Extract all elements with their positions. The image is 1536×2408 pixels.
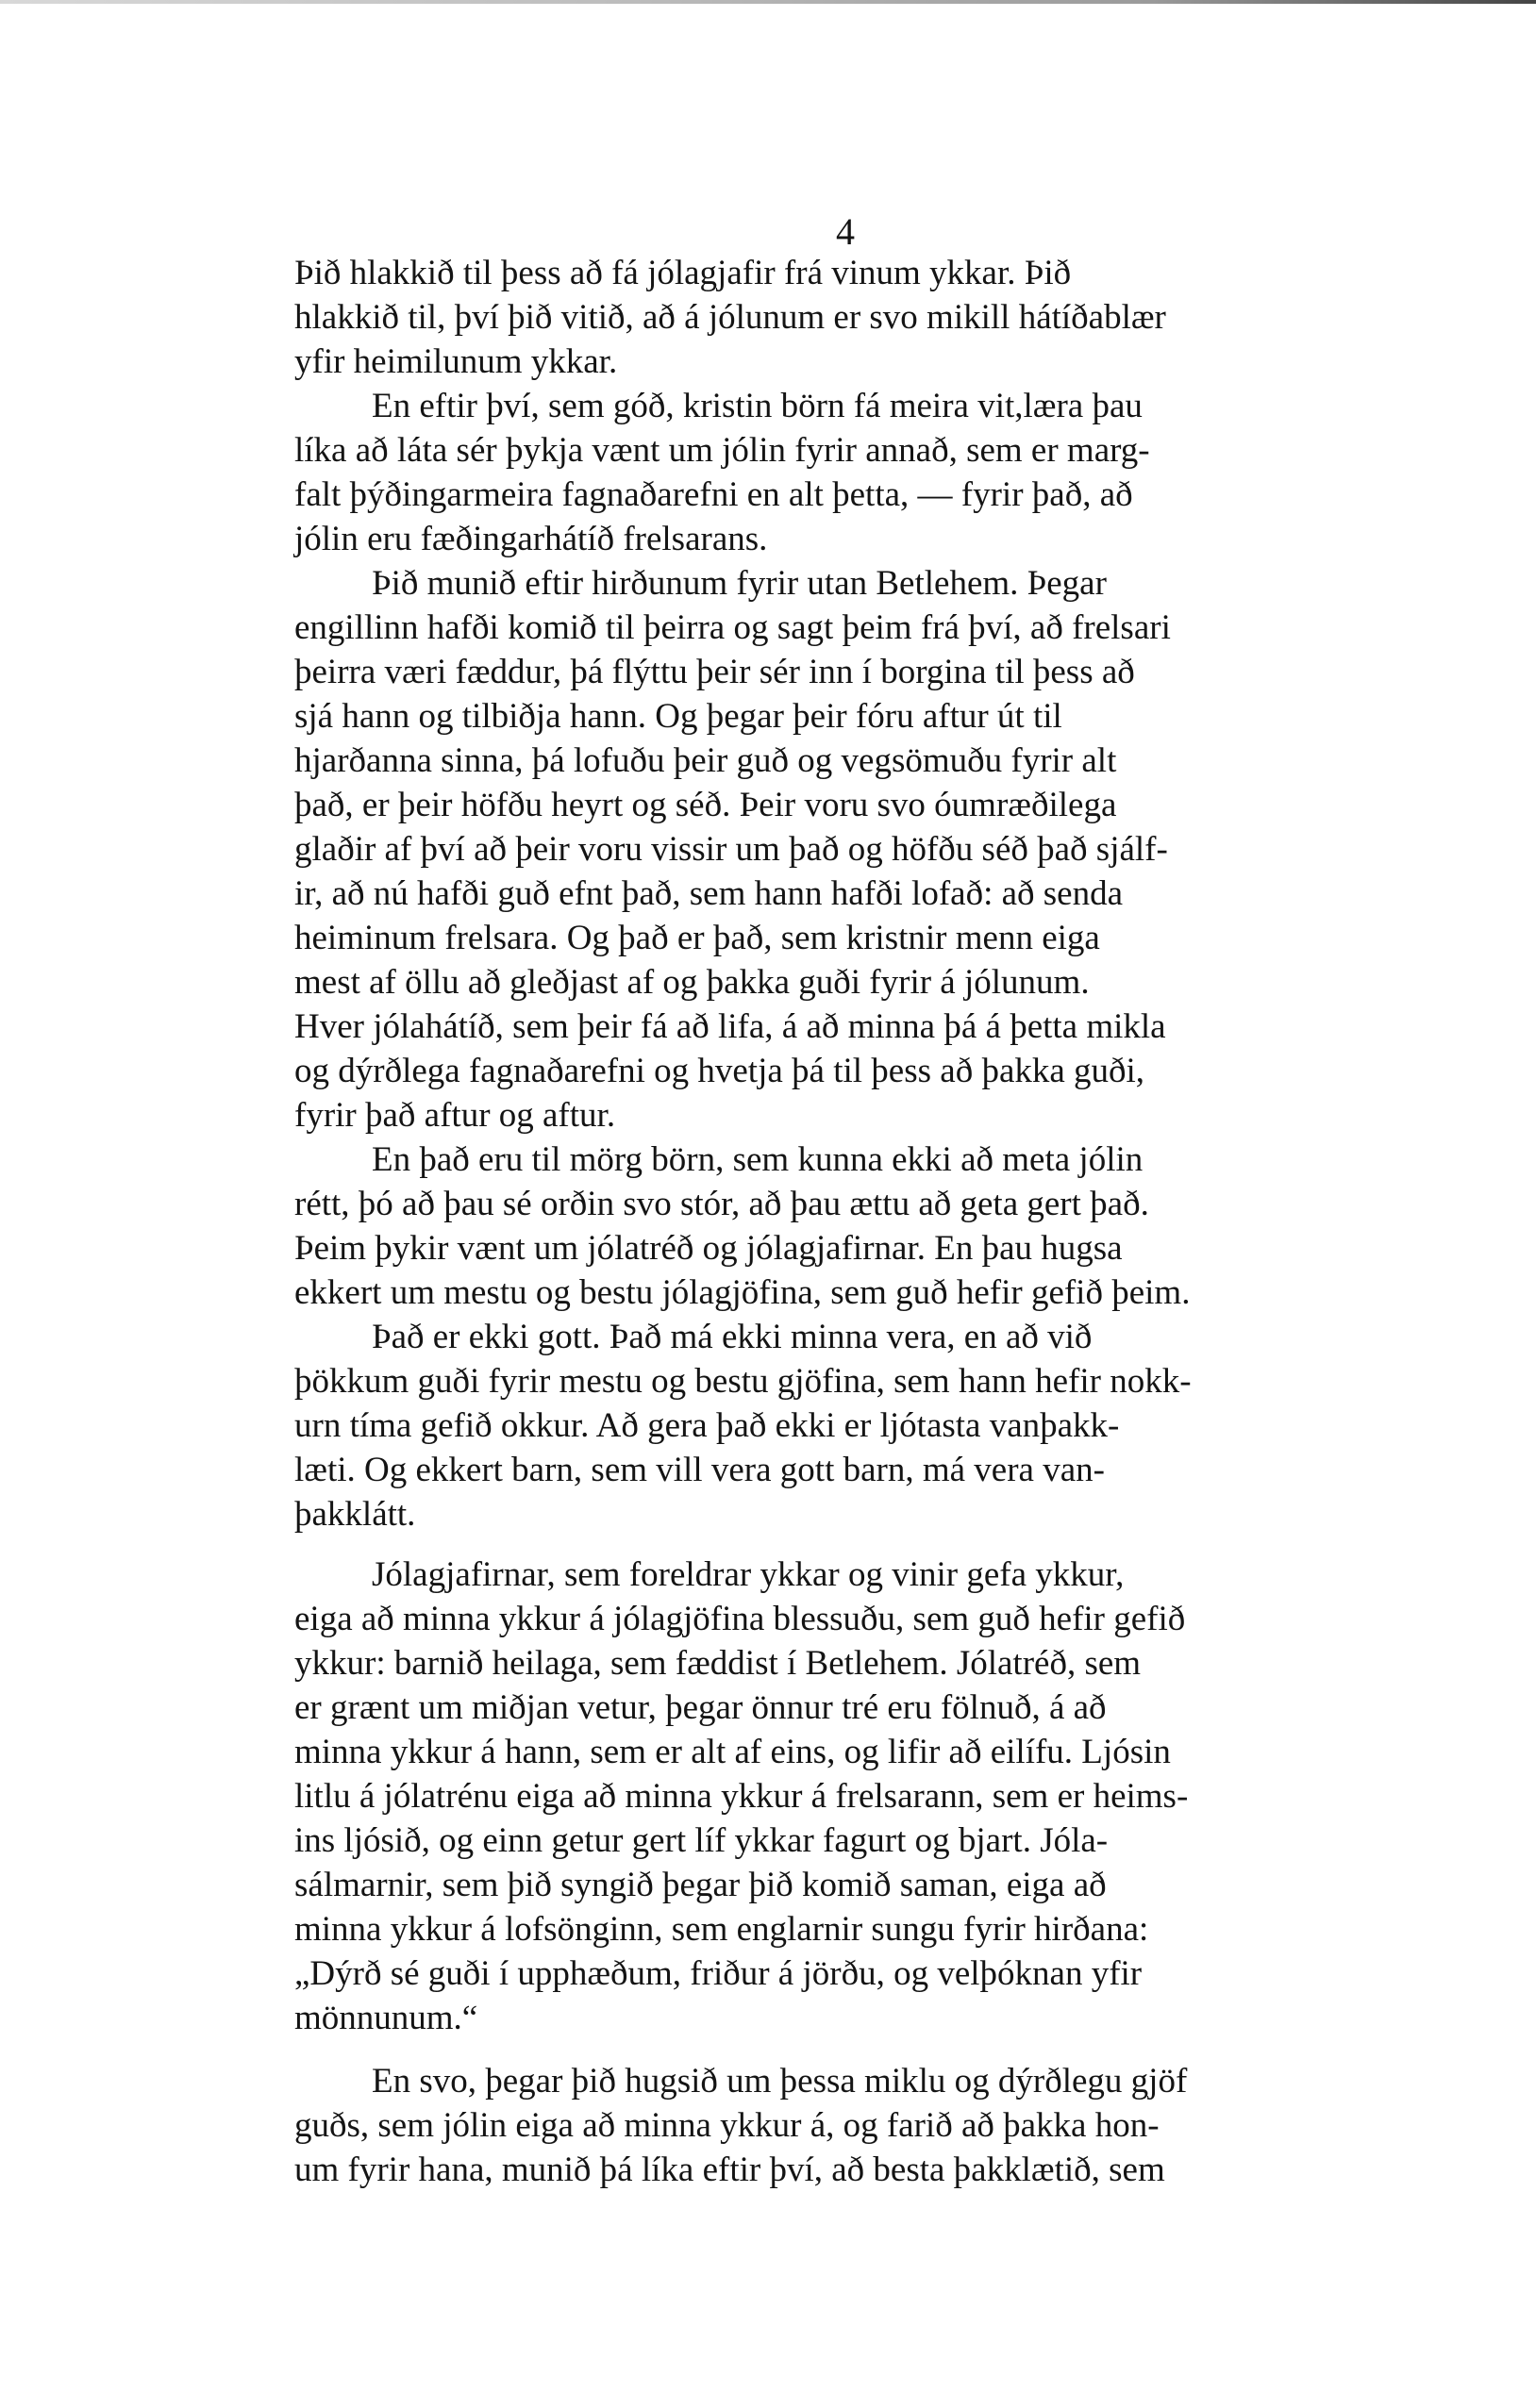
paragraph (294, 1553, 1521, 2040)
text-line: um fyrir hana, munið þá líka eftir því, að besta þakklætið, sem (294, 2151, 1165, 2189)
text-line: eiga að minna ykkur á jólagjöfina blessuðu, sem guð hefir gefið (294, 1600, 1186, 1638)
text-line: En það eru til mörg börn, sem kunna ekki að meta jólin (372, 1140, 1144, 1179)
text-line: sjá hann og tilbiðja hann. Og þegar þeir fóru aftur út til (294, 697, 1062, 736)
text-line: er grænt um miðjan vetur, þegar önnur tré eru fölnuð, á að (294, 1688, 1107, 1727)
text-line: Jólagjafirnar, sem foreldrar ykkar og vinir gefa ykkur, (372, 1555, 1125, 1594)
paragraph (294, 561, 1521, 1138)
text-line: „Dýrð sé guði í upphæðum, friður á jörðu, og velþóknan yfir (294, 1954, 1143, 1993)
paragraph (294, 1138, 1521, 1315)
text-line: heiminum frelsara. Og það er það, sem kristnir menn eiga (294, 919, 1100, 957)
text-line: rétt, þó að þau sé orðin svo stór, að þau ættu að geta gert það. (294, 1185, 1149, 1223)
paragraph (294, 2059, 1521, 2192)
text-line: yfir heimilunum ykkar. (294, 342, 618, 381)
text-line: Hver jólahátíð, sem þeir fá að lifa, á að minna þá á þetta mikla (294, 1007, 1166, 1046)
text-line: og dýrðlega fagnaðarefni og hvetja þá til þess að þakka guði, (294, 1052, 1145, 1090)
text-line: urn tíma gefið okkur. Að gera það ekki er ljótasta vanþakk- (294, 1406, 1120, 1445)
text-line: þeirra væri fæddur, þá flýttu þeir sér inn í borgina til þess að (294, 653, 1135, 691)
text-line: hjarðanna sinna, þá lofuðu þeir guð og vegsömuðu fyrir alt (294, 741, 1117, 780)
text-line: guðs, sem jólin eiga að minna ykkur á, og farið að þakka hon- (294, 2106, 1160, 2145)
text-line: jólin eru fæðingarhátíð frelsarans. (294, 520, 768, 558)
page-number: 4 (836, 210, 855, 253)
text-line: ir, að nú hafði guð efnt það, sem hann hafði lofað: að senda (294, 874, 1124, 913)
text-line: Það er ekki gott. Það má ekki minna vera, en að við (372, 1318, 1093, 1356)
text-line: mest af öllu að gleðjast af og þakka guði fyrir á jólunum. (294, 963, 1090, 1002)
text-line: Þeim þykir vænt um jólatréð og jólagjafirnar. En þau hugsa (294, 1229, 1123, 1268)
top-edge-rule (0, 0, 1536, 4)
text-line: hlakkið til, því þið vitið, að á jólunum er svo mikill hátíðablær (294, 298, 1166, 337)
paragraph-spacer (294, 2040, 1521, 2059)
text-line: Þið munið eftir hirðunum fyrir utan Betlehem. Þegar (372, 564, 1107, 603)
text-line: glaðir af því að þeir voru vissir um það og höfðu séð það sjálf- (294, 830, 1168, 869)
text-line: ykkur: barnið heilaga, sem fæddist í Betlehem. Jólatréð, sem (294, 1644, 1142, 1683)
paragraph (294, 1315, 1521, 1536)
text-line: ins ljósið, og einn getur gert líf ykkar fagurt og bjart. Jóla- (294, 1821, 1109, 1860)
text-line: En svo, þegar þið hugsið um þessa miklu og dýrðlegu gjöf (372, 2062, 1188, 2101)
text-line: minna ykkur á lofsönginn, sem englarnir sungu fyrir hirðana: (294, 1910, 1149, 1949)
text-line: falt þýðingarmeira fagnaðarefni en alt þetta, — fyrir það, að (294, 475, 1133, 514)
text-line: þökkum guði fyrir mestu og bestu gjöfina, sem hann hefir nokk- (294, 1362, 1192, 1401)
text-line: litlu á jólatrénu eiga að minna ykkur á frelsarann, sem er heims- (294, 1777, 1189, 1816)
text-line: sálmarnir, sem þið syngið þegar þið komið saman, eiga að (294, 1866, 1107, 1904)
text-line: mönnunum.“ (294, 1999, 478, 2037)
paragraph (294, 384, 1521, 561)
text-line: minna ykkur á hann, sem er alt af eins, og lifir að eilífu. Ljósin (294, 1733, 1171, 1771)
text-line: það, er þeir höfðu heyrt og séð. Þeir voru svo óumræðilega (294, 786, 1117, 824)
text-line: þakklátt. (294, 1495, 416, 1534)
text-line: fyrir það aftur og aftur. (294, 1096, 616, 1135)
text-line: En eftir því, sem góð, kristin börn fá meira vit,læra þau (372, 387, 1143, 425)
text-line: læti. Og ekkert barn, sem vill vera gott barn, má vera van- (294, 1451, 1105, 1489)
text-line: líka að láta sér þykja vænt um jólin fyrir annað, sem er marg- (294, 431, 1150, 470)
paragraph-spacer (294, 1536, 1521, 1553)
text-line: engillinn hafði komið til þeirra og sagt þeim frá því, að frelsari (294, 608, 1171, 647)
text-line: Þið hlakkið til þess að fá jólagjafir frá vinum ykkar. Þið (294, 254, 1072, 292)
paragraph (294, 251, 1521, 384)
text-line: ekkert um mestu og bestu jólagjöfina, sem guð hefir gefið þeim. (294, 1273, 1191, 1312)
body-text (294, 251, 1521, 2192)
